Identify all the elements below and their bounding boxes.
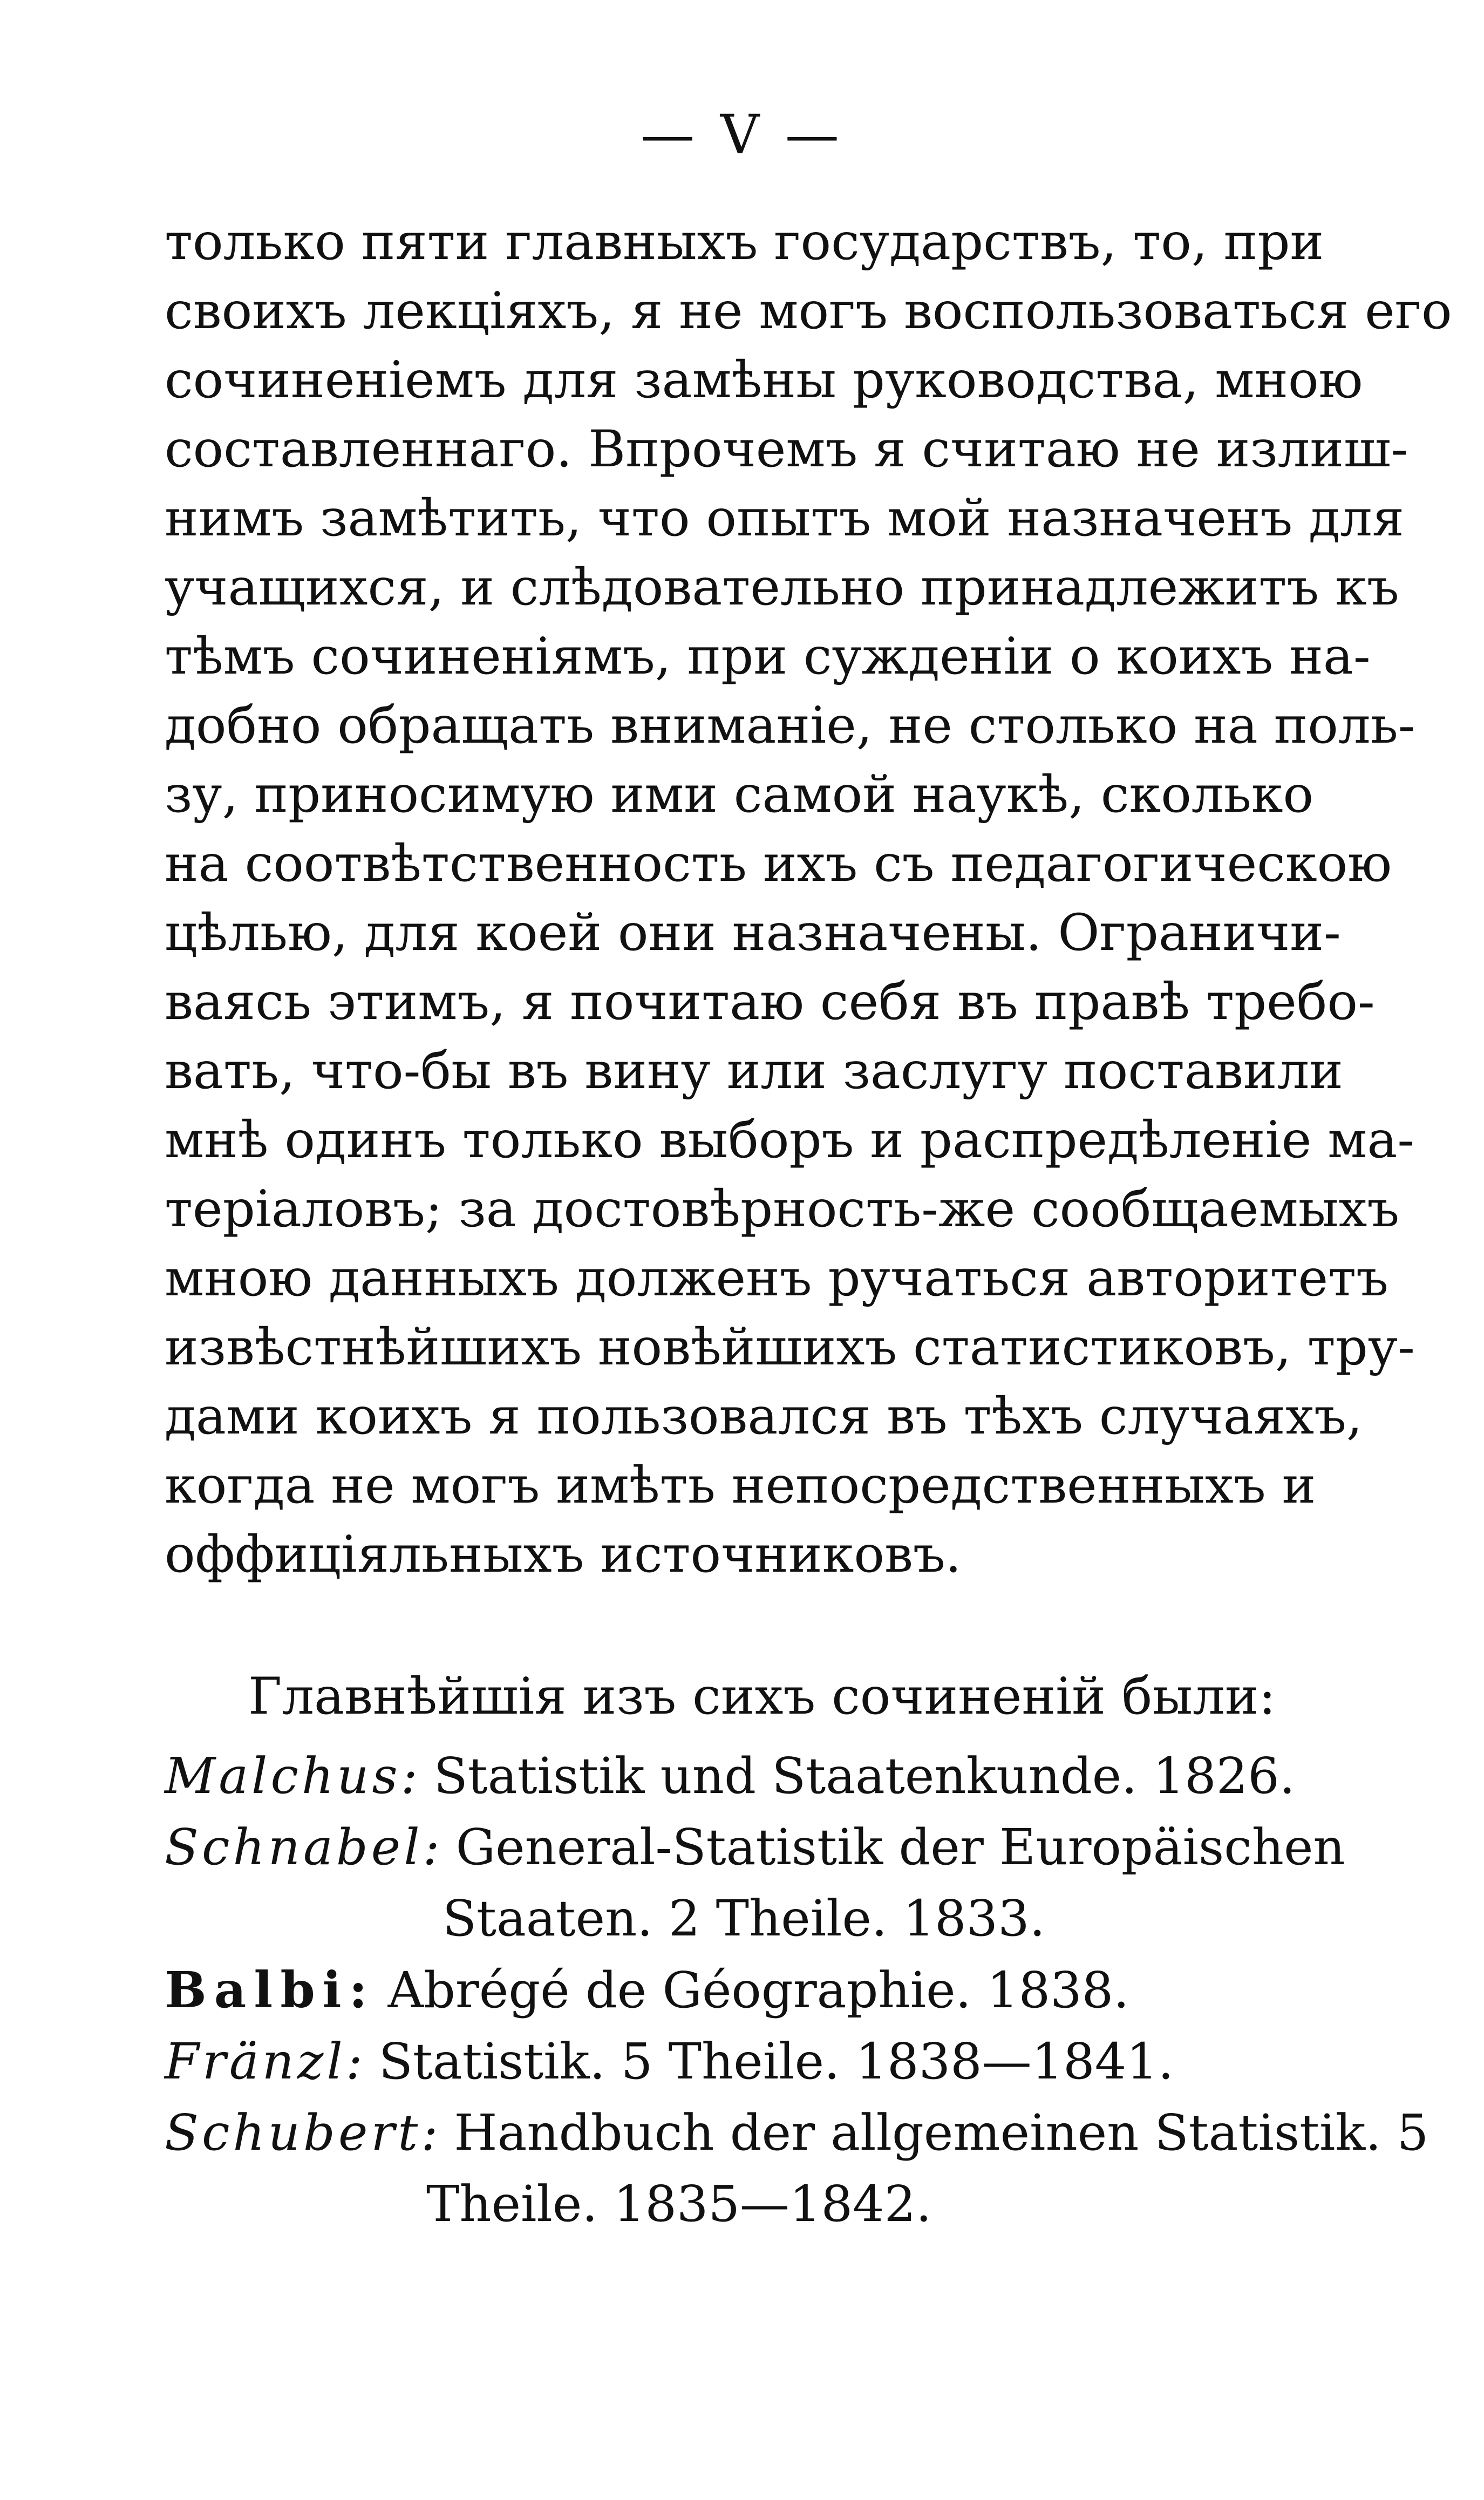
body-line: своихъ лекціяхъ, я не могъ воспользоваться его [165, 282, 1452, 341]
body-line: тѣмъ сочиненіямъ, при сужденіи о коихъ на- [165, 627, 1371, 686]
reference-title: Handbuch der allgemeinen Statistik. 5 [454, 2104, 1429, 2162]
reference-title: Statistik und Staatenkunde. 1826. [433, 1747, 1296, 1805]
page-number: — V — [641, 103, 843, 166]
reference-author: Schubert: [165, 2104, 441, 2162]
body-line: вать, что-бы въ вину или заслугу поставили [165, 1042, 1343, 1100]
reference-continuation: Staaten. 2 Theile. 1833. [443, 1890, 1045, 1947]
body-line: только пяти главныхъ государствъ, то, при [165, 213, 1324, 271]
reference-author: Schnabel: [165, 1818, 443, 1876]
reference-author: Balbi: [165, 1961, 375, 2019]
body-line: оффиціяльныхъ источниковъ. [165, 1525, 962, 1584]
body-line: на соотвѣтственность ихъ съ педагогическою [165, 834, 1392, 893]
reference-list [165, 1741, 1429, 2240]
body-line: мною данныхъ долженъ ручаться авторитетъ [165, 1249, 1388, 1308]
reference-continuation: Theile. 1835—1842. [426, 2175, 932, 2233]
body-text [165, 208, 1452, 1589]
reference-title: Abrégé de Géographie. 1838. [387, 1961, 1129, 2019]
body-line: учащихся, и слѣдовательно принадлежитъ къ [165, 558, 1399, 617]
body-line: цѣлью, для коей они назначены. Ограничи- [165, 903, 1341, 962]
body-line: мнѣ одинъ только выборъ и распредѣленіе ма- [165, 1111, 1415, 1170]
body-line: составленнаго. Впрочемъ я считаю не излиш- [165, 420, 1408, 479]
body-line: когда не могъ имѣть непосредственныхъ и [165, 1456, 1316, 1515]
body-line: дами коихъ я пользовался въ тѣхъ случаяхъ, [165, 1387, 1363, 1446]
reference-entry [165, 2097, 1429, 2240]
body-line: нимъ замѣтить, что опытъ мой назначенъ для [165, 489, 1405, 548]
reference-title: General-Statistik der Europäischen [455, 1818, 1345, 1876]
reference-author: Malchus: [165, 1747, 421, 1805]
reference-title: Statistik. 5 Theile. 1838—1841. [378, 2033, 1174, 2090]
body-line: извѣстнѣйшихъ новѣйшихъ статистиковъ, тру- [165, 1318, 1415, 1377]
body-line: теріаловъ; за достовѣрность-же сообщаемыхъ [165, 1180, 1400, 1239]
reference-entry [165, 1954, 1298, 2026]
reference-entry [165, 1812, 1345, 1954]
body-line: ваясь этимъ, я почитаю себя въ правѣ требо- [165, 973, 1375, 1031]
body-line: зу, приносимую ими самой наукѣ, сколько [165, 765, 1314, 824]
body-line: сочиненіемъ для замѣны руководства, мною [165, 351, 1363, 410]
body-line: добно обращать вниманіе, не столько на поль- [165, 696, 1415, 755]
reference-entry [165, 1741, 1298, 1812]
sources-intro: Главнѣйшія изъ сихъ сочиненій были: [248, 1667, 1276, 1726]
reference-entry [165, 2026, 1298, 2097]
reference-author: Fränzl: [165, 2033, 366, 2090]
